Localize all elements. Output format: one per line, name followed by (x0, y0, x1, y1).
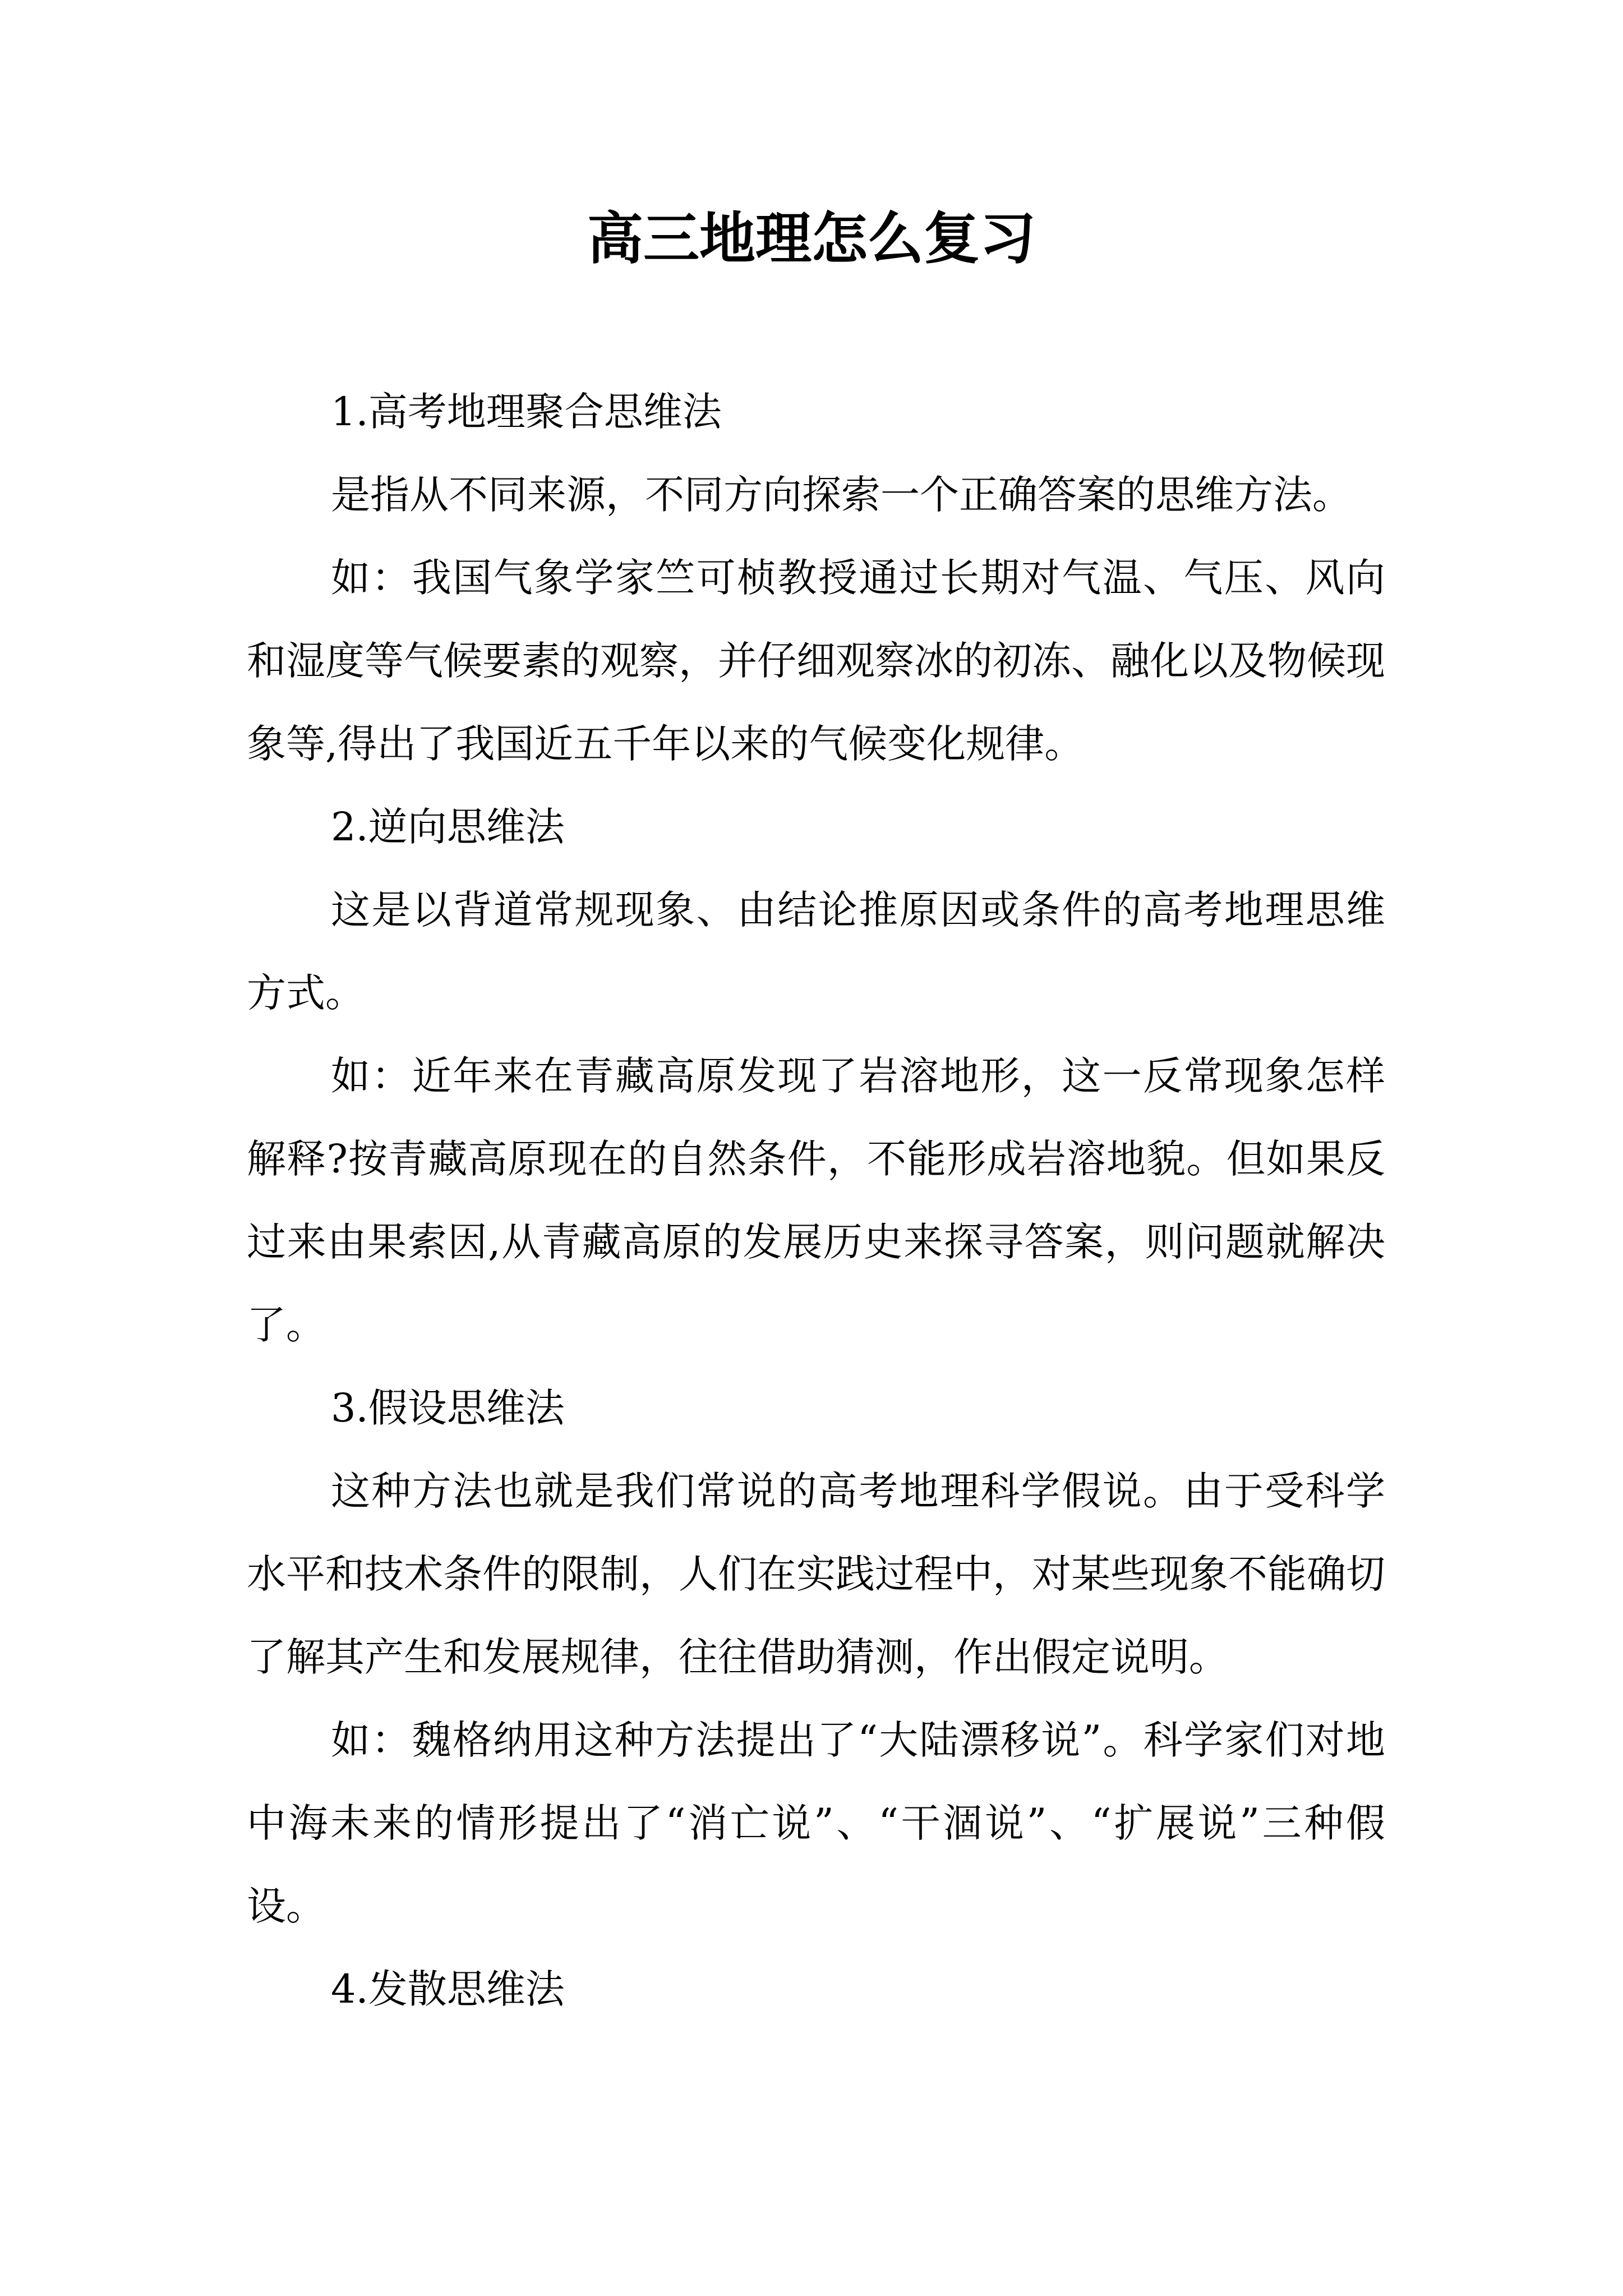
document-body (247, 370, 1385, 2031)
heading-divergent-thinking: 4.发散思维法 (331, 1966, 565, 2012)
paragraph: 是指从不同来源，不同方向探索一个正确答案的思维方法。 (331, 472, 1352, 518)
paragraph-example: 如：魏格纳用这种方法提出了“大陆漂移说”。科学家们对地中海未来的情形提出了“消亡说”、“干涸说”、“扩展说”三种假设。 (247, 1717, 1385, 1929)
paragraph-example: 如：我国气象学家竺可桢教授通过长期对气温、气压、风向和湿度等气候要素的观察，并仔细观察冰的初冻、融化以及物候现象等,得出了我国近五千年以来的气候变化规律。 (247, 555, 1385, 767)
heading-convergent-thinking: 1.高考地理聚合思维法 (331, 389, 722, 435)
paragraph-example: 如：近年来在青藏高原发现了岩溶地形，这一反常现象怎样解释?按青藏高原现在的自然条件，不能形成岩溶地貌。但如果反过来由果索因,从青藏高原的发展历史来探寻答案，则问题就解决了。 (247, 1053, 1385, 1348)
page-title: 高三地理怎么复习 (587, 205, 1036, 272)
paragraph: 这种方法也就是我们常说的高考地理科学假说。由于受科学水平和技术条件的限制，人们在实践过程中，对某些现象不能确切了解其产生和发展规律，往往借助猜测，作出假定说明。 (247, 1468, 1385, 1680)
heading-reverse-thinking: 2.逆向思维法 (331, 804, 565, 850)
paragraph: 这是以背道常规现象、由结论推原因或条件的高考地理思维方式。 (247, 887, 1385, 1016)
heading-hypothesis-thinking: 3.假设思维法 (331, 1385, 565, 1431)
